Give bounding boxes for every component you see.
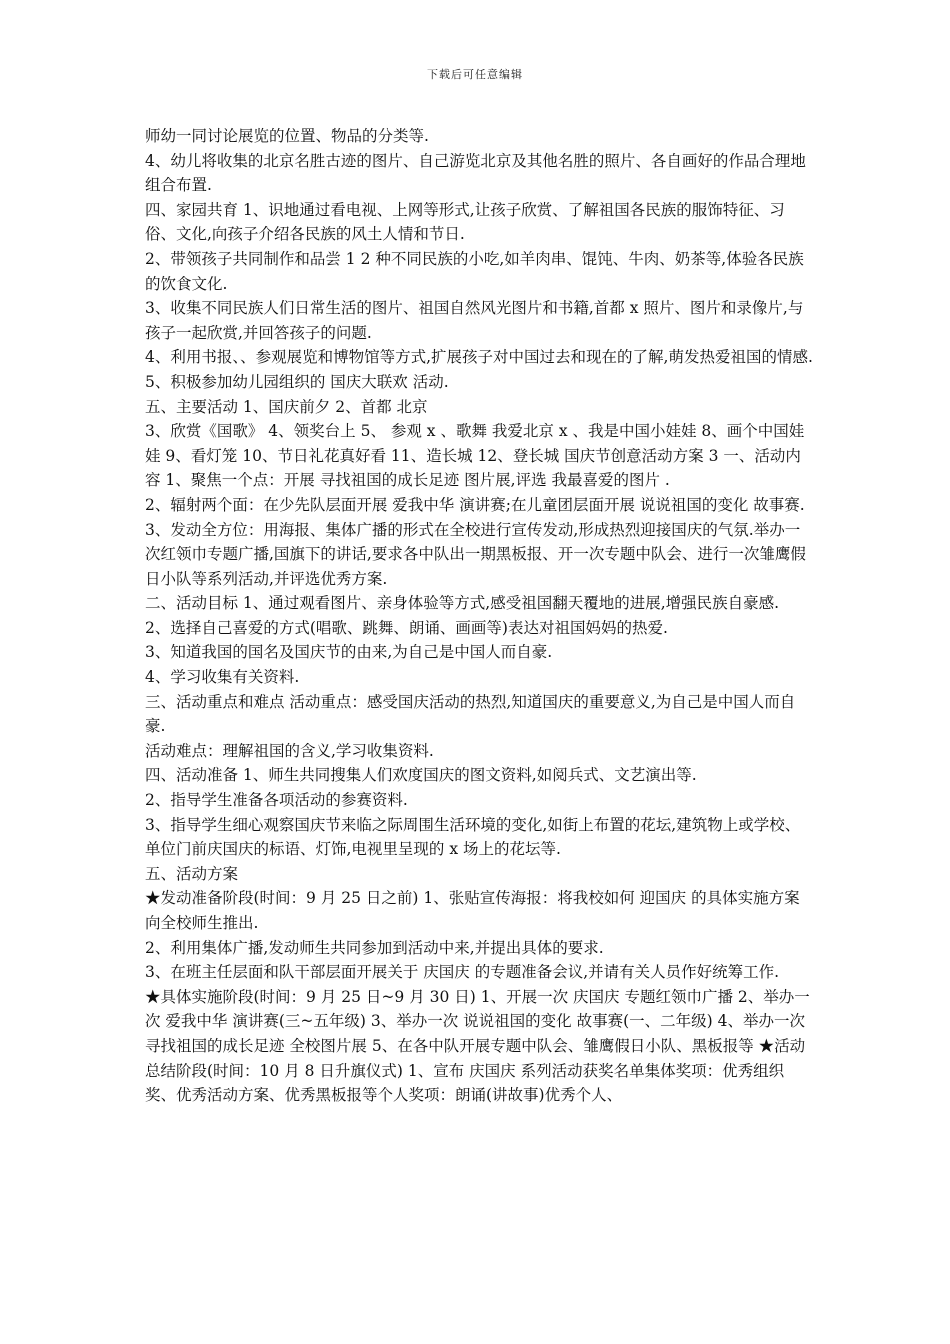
paragraph: 二、活动目标 1、通过观看图片、亲身体验等方式,感受祖国翻天覆地的进展,增强民族自豪感. — [145, 594, 780, 613]
paragraph: 2、带领孩子共同制作和品尝 1 2 种不同民族的小吃,如羊肉串、馄饨、牛肉、奶茶等,体验各民族的饮食文化. — [145, 249, 804, 293]
paragraph: 四、家园共育 1、识地通过看电视、上网等形式,让孩子欣赏、了解祖国各民族的服饰特征、习俗、文化,向孩子介绍各民族的风土人情和节日. — [145, 200, 785, 244]
paragraph: 5、积极参加幼儿园组织的 国庆大联欢 活动. — [145, 372, 449, 391]
paragraph: 3、指导学生细心观察国庆节来临之际周围生活环境的变化,如街上布置的花坛,建筑物上或学校、单位门前庆国庆的标语、灯饰,电视里呈现的 x 场上的花坛等. — [145, 815, 801, 859]
paragraph: 三、活动重点和难点 活动重点：感受国庆活动的热烈,知道国庆的重要意义,为自己是中国人而自豪. — [145, 692, 796, 736]
paragraph: 3、发动全方位：用海报、集体广播的形式在全校进行宣传发动,形成热烈迎接国庆的气氛.举办一次红领巾专题广播,国旗下的讲话,要求各中队出一期黑板报、开一次专题中队会、进行一次雏鹰假日小队等系列活动,并评选优秀方案. — [145, 520, 806, 588]
paragraph: 四、活动准备 1、师生共同搜集人们欢度国庆的图文资料,如阅兵式、文艺演出等. — [145, 766, 697, 785]
paragraph: 3、欣赏《国歌》 4、领奖台上 5、 参观 x 、歌舞 我爱北京 x 、我是中国小娃娃 8、画个中国娃娃 9、看灯笼 10、节日礼花真好看 11、造长城 12、登长城 国庆节创意活动方案 3 一、活动内容 1、聚焦一个点：开展 寻找祖国的成长足迹 图片展,评选 我最喜爱的图片 . — [145, 422, 805, 490]
paragraph: 2、指导学生准备各项活动的参赛资料. — [145, 791, 408, 810]
paragraph: 4、学习收集有关资料. — [145, 668, 300, 687]
paragraph: 3、知道我国的国名及国庆节的由来,为自己是中国人而自豪. — [145, 643, 553, 662]
paragraph: 2、辐射两个面：在少先队层面开展 爱我中华 演讲赛;在儿童团层面开展 说说祖国的变化 故事赛. — [145, 495, 805, 514]
paragraph: ★具体实施阶段(时间：9 月 25 日~9 月 30 日) 1、开展一次 庆国庆 专题红领巾广播 2、举办一次 爱我中华 演讲赛(三~五年级) 3、举办一次 说说祖国的变化 故事赛(一、二年级) 4、举办一次 寻找祖国的成长足迹 全校图片展 5、在各中队开展专题中队会、雏鹰假日小队、黑板报等 ★活动总结阶段(时间：10 月 8 日升旗仪式) 1、宣布 庆国庆 系列活动获奖名单集体奖项：优秀组织奖、优秀活动方案、优秀黑板报等个人奖项：朗诵(讲故事)优秀个人、 — [145, 987, 810, 1105]
paragraph: ★发动准备阶段(时间：9 月 25 日之前) 1、张贴宣传海报：将我校如何 迎国庆 的具体实施方案向全校师生推出. — [145, 889, 800, 932]
document-body — [145, 124, 815, 1108]
page-header: 下载后可任意编辑 — [427, 68, 523, 81]
paragraph: 五、活动方案 — [145, 864, 239, 883]
paragraph: 2、选择自己喜爱的方式(唱歌、跳舞、朗诵、画画等)表达对祖国妈妈的热爱. — [145, 618, 668, 637]
paragraph: 3、收集不同民族人们日常生活的图片、祖国自然风光图片和书籍,首都 x 照片、图片和录像片,与孩子一起欣赏,并回答孩子的问题. — [145, 299, 804, 342]
paragraph: 4、幼儿将收集的北京名胜古迹的图片、自己游览北京及其他名胜的照片、各自画好的作品合理地组合布置. — [145, 151, 806, 195]
paragraph: 4、利用书报、、参观展览和博物馆等方式,扩展孩子对中国过去和现在的了解,萌发热爱祖国的情感. — [145, 348, 813, 367]
paragraph: 师幼一同讨论展览的位置、物品的分类等. — [145, 127, 429, 145]
paragraph: 活动难点：理解祖国的含义,学习收集资料. — [145, 741, 434, 760]
paragraph: 3、在班主任层面和队干部层面开展关于 庆国庆 的专题准备会议,并请有关人员作好统筹工作. — [145, 963, 780, 982]
paragraph: 五、主要活动 1、国庆前夕 2、首都 北京 — [145, 397, 428, 416]
paragraph: 2、利用集体广播,发动师生共同参加到活动中来,并提出具体的要求. — [145, 938, 604, 957]
